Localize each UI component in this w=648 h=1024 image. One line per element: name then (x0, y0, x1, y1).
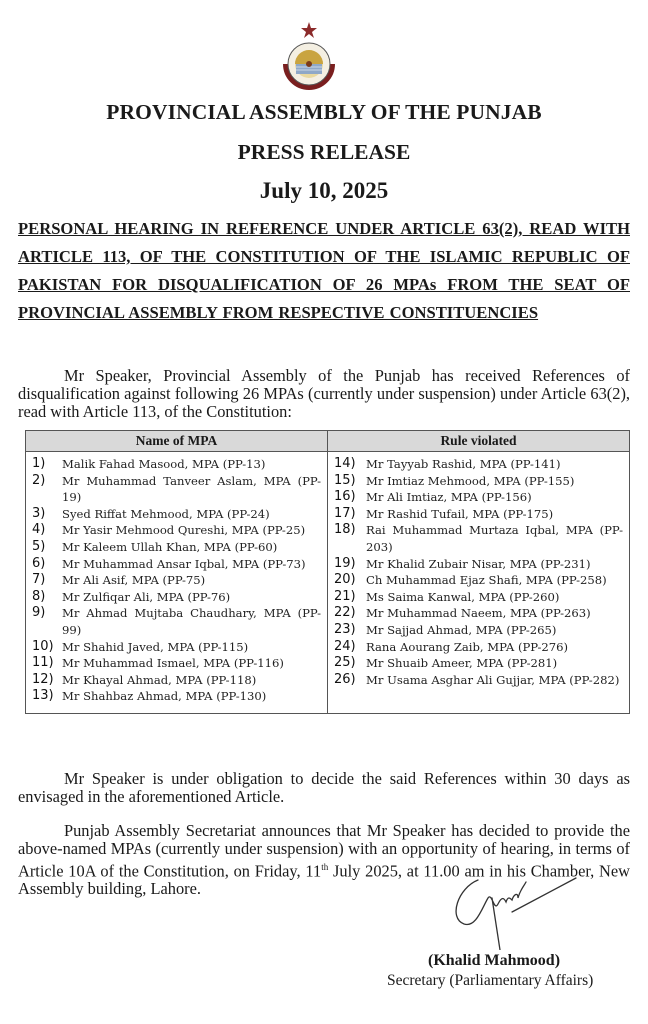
list-item: 4) Mr Yasir Mehmood Qureshi, MPA (PP-25) (32, 522, 306, 538)
list-item: 16) Mr Ali Imtiaz, MPA (PP-156) (334, 489, 532, 505)
list-item: 20) Ch Muhammad Ejaz Shafi, MPA (PP-258) (334, 572, 607, 588)
list-item: 14) Mr Tayyab Rashid, MPA (PP-141) (334, 456, 561, 471)
list-item: 10) Mr Shahid Javed, MPA (PP-115) (32, 638, 249, 654)
list-item: 15) Mr Imtiaz Mehmood, MPA (PP-155) (334, 472, 575, 488)
list-item: 5) Mr Kaleem Ullah Khan, MPA (PP-60) (32, 538, 278, 554)
obligation-paragraph: Mr Speaker is under obligation to decide the said References within 30 days as envisaged in the aforementioned Article. (18, 769, 630, 806)
handwritten-signature-icon (448, 868, 578, 950)
list-item: 19) Mr Khalid Zubair Nisar, MPA (PP-231) (334, 555, 591, 571)
organization-title: PROVINCIAL ASSEMBLY OF THE PUNJAB (106, 100, 542, 124)
table-row (26, 452, 630, 714)
table-header-row (26, 431, 630, 452)
list-item: 3) Syed Riffat Mehmood, MPA (PP-24) (32, 505, 270, 521)
subject-heading: PERSONAL HEARING IN REFERENCE UNDER ARTICLE 63(2), READ WITH ARTICLE 113, OF THE CONSTITUTION OF THE ISLAMIC REPUBLIC OF PAKISTAN FOR DISQUALIFICATION OF 26 MPAs FROM THE SEAT OF PROVINCIAL ASSEMBLY FROM RESPECTIVE CONSTITUENCIES (18, 219, 630, 322)
punjab-assembly-emblem-icon (278, 20, 340, 98)
mpa-table (25, 430, 630, 714)
list-item: 26) Mr Usama Asghar Ali Gujjar, MPA (PP-282) (334, 671, 620, 687)
list-item: 11) Mr Muhammad Ismael, MPA (PP-116) (32, 655, 284, 671)
list-item: 7) Mr Ali Asif, MPA (PP-75) (32, 572, 206, 588)
list-item: 25) Mr Shuaib Ameer, MPA (PP-281) (334, 655, 558, 671)
list-item: 2) Mr Muhammad Tanveer Aslam, MPA (PP-19) (32, 472, 321, 505)
mpa-list-right (328, 452, 630, 714)
intro-paragraph: Mr Speaker, Provincial Assembly of the Punjab has received References of disqualification against following 26 MPAs (currently under suspension) under Article 63(2), read with Article 113, of the Constitution: (18, 366, 630, 421)
column-header-rule: Rule violated (328, 431, 630, 452)
list-item: 6) Mr Muhammad Ansar Iqbal, MPA (PP-73) (32, 555, 306, 571)
list-item: 8) Mr Zulfiqar Ali, MPA (PP-76) (32, 588, 231, 604)
list-item: 24) Rana Aourang Zaib, MPA (PP-276) (334, 638, 569, 654)
list-item: 1) Malik Fahad Masood, MPA (PP-13) (32, 456, 266, 471)
signatory-designation: Secretary (Parliamentary Affairs) (387, 972, 594, 989)
list-item: 13) Mr Shahbaz Ahmad, MPA (PP-130) (32, 688, 267, 704)
document-type-title: PRESS RELEASE (237, 140, 411, 164)
list-item: 12) Mr Khayal Ahmad, MPA (PP-118) (32, 671, 257, 687)
list-item: 17) Mr Rashid Tufail, MPA (PP-175) (334, 505, 554, 521)
list-item: 23) Mr Sajjad Ahmad, MPA (PP-265) (334, 621, 557, 637)
announcement-paragraph: Punjab Assembly Secretariat announces that Mr Speaker has decided to provide the above-named MPAs (currently under suspension) with an opportunity of hearing, in terms of Article 10A of the Constitution, on Friday, 11th July 2025, at 11.00 am in his Chamber, New Assembly building, Lahore. (18, 821, 631, 899)
list-item: 9) Mr Ahmad Mujtaba Chaudhary, MPA (PP-99) (32, 605, 321, 637)
list-item: 22) Mr Muhammad Naeem, MPA (PP-263) (334, 605, 591, 621)
list-item: 18) Rai Muhammad Murtaza Iqbal, MPA (PP-203) (334, 522, 623, 554)
release-date: July 10, 2025 (259, 178, 389, 203)
column-header-name: Name of MPA (26, 431, 328, 452)
signatory-name: (Khalid Mahmood) (428, 952, 561, 969)
list-item: 21) Ms Saima Kanwal, MPA (PP-260) (334, 588, 560, 604)
mpa-list-left (26, 452, 328, 714)
